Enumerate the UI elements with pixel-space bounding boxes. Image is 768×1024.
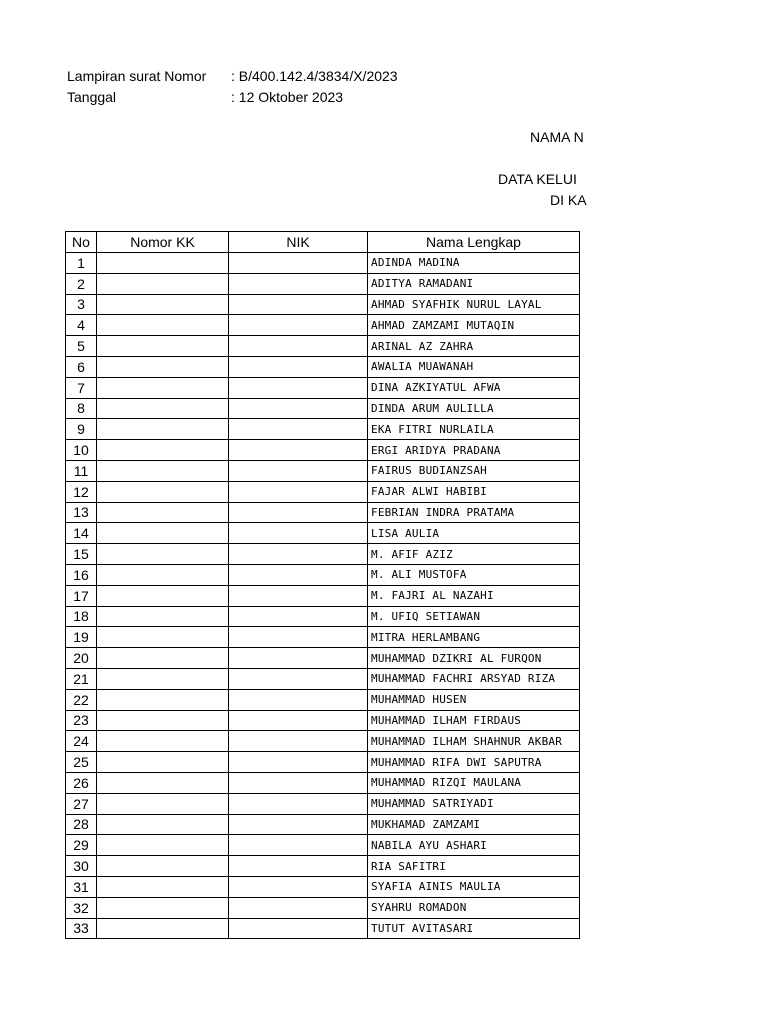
cell-nama-lengkap: MUHAMMAD RIZQI MAULANA [368,772,580,793]
column-header-nik: NIK [229,232,368,253]
cell-no: 12 [66,481,97,502]
cell-nomor-kk [97,564,229,585]
cell-nama-lengkap: MUKHAMAD ZAMZAMI [368,814,580,835]
meta-row-nomor [67,66,398,87]
table-row [66,689,580,710]
cell-nomor-kk [97,523,229,544]
data-table [65,231,580,939]
cell-nama-lengkap: MUHAMMAD ILHAM FIRDAUS [368,710,580,731]
table-row [66,752,580,773]
cell-no: 18 [66,606,97,627]
cell-no: 15 [66,544,97,565]
cell-no: 23 [66,710,97,731]
cell-nama-lengkap: M. FAJRI AL NAZAHI [368,585,580,606]
cell-no: 27 [66,793,97,814]
cell-nik [229,668,368,689]
cell-nomor-kk [97,460,229,481]
cell-nama-lengkap: AHMAD SYAFHIK NURUL LAYAL [368,294,580,315]
cell-nama-lengkap: M. UFIQ SETIAWAN [368,606,580,627]
cell-no: 5 [66,336,97,357]
table-row [66,627,580,648]
column-header-nomor-kk: Nomor KK [97,232,229,253]
cell-nik [229,585,368,606]
table-row [66,668,580,689]
cell-no: 17 [66,585,97,606]
table-row [66,273,580,294]
cell-nama-lengkap: ERGI ARIDYA PRADANA [368,440,580,461]
cell-nik [229,752,368,773]
meta-label-nomor: Lampiran surat Nomor [67,68,207,84]
cell-nomor-kk [97,627,229,648]
cell-nik [229,564,368,585]
cell-nomor-kk [97,668,229,689]
cell-no: 21 [66,668,97,689]
cell-nomor-kk [97,336,229,357]
cell-nama-lengkap: MUHAMMAD RIFA DWI SAPUTRA [368,752,580,773]
table-row [66,564,580,585]
cell-nomor-kk [97,856,229,877]
cell-no: 8 [66,398,97,419]
cell-nik [229,273,368,294]
cell-nama-lengkap: ARINAL AZ ZAHRA [368,336,580,357]
cell-nomor-kk [97,544,229,565]
column-header-no: No [66,232,97,253]
meta-row-tanggal [67,87,398,108]
table-row [66,648,580,669]
cell-no: 20 [66,648,97,669]
cell-nomor-kk [97,793,229,814]
cell-nama-lengkap: MUHAMMAD SATRIYADI [368,793,580,814]
cell-nomor-kk [97,419,229,440]
cell-nik [229,544,368,565]
cell-nama-lengkap: M. AFIF AZIZ [368,544,580,565]
cell-nik [229,627,368,648]
cell-nik [229,502,368,523]
cell-nik [229,440,368,461]
table-row [66,793,580,814]
table-row [66,918,580,939]
table-row [66,377,580,398]
cell-no: 26 [66,772,97,793]
table-row [66,856,580,877]
cell-nomor-kk [97,377,229,398]
cell-no: 6 [66,356,97,377]
cell-nomor-kk [97,356,229,377]
cell-nama-lengkap: MUHAMMAD FACHRI ARSYAD RIZA [368,668,580,689]
cell-nama-lengkap: AWALIA MUAWANAH [368,356,580,377]
table-row [66,315,580,336]
cell-nama-lengkap: FAIRUS BUDIANZSAH [368,460,580,481]
cell-nomor-kk [97,710,229,731]
cell-no: 19 [66,627,97,648]
cell-nama-lengkap: TUTUT AVITASARI [368,918,580,939]
cell-no: 4 [66,315,97,336]
letter-metadata [67,66,398,108]
cell-nomor-kk [97,273,229,294]
cell-no: 24 [66,731,97,752]
cell-no: 2 [66,273,97,294]
cell-nomor-kk [97,897,229,918]
cell-nomor-kk [97,772,229,793]
cell-nama-lengkap: MITRA HERLAMBANG [368,627,580,648]
cell-nomor-kk [97,315,229,336]
cell-nik [229,856,368,877]
cell-nik [229,253,368,274]
cell-nik [229,294,368,315]
cell-no: 9 [66,419,97,440]
table-row [66,585,580,606]
cell-no: 30 [66,856,97,877]
table-row [66,544,580,565]
cell-nama-lengkap: MUHAMMAD DZIKRI AL FURQON [368,648,580,669]
cell-nama-lengkap: DINA AZKIYATUL AFWA [368,377,580,398]
table-header-row [66,232,580,253]
cell-nama-lengkap: MUHAMMAD ILHAM SHAHNUR AKBAR [368,731,580,752]
table-row [66,419,580,440]
cell-nik [229,814,368,835]
cell-no: 33 [66,918,97,939]
table-row [66,356,580,377]
table-row [66,606,580,627]
cell-nik [229,460,368,481]
cell-nomor-kk [97,440,229,461]
cell-nama-lengkap: ADINDA MADINA [368,253,580,274]
cell-no: 28 [66,814,97,835]
cell-no: 31 [66,876,97,897]
cell-nik [229,772,368,793]
cell-nama-lengkap: NABILA AYU ASHARI [368,835,580,856]
cell-nama-lengkap: ADITYA RAMADANI [368,273,580,294]
cell-nomor-kk [97,648,229,669]
cell-nama-lengkap: EKA FITRI NURLAILA [368,419,580,440]
table-row [66,294,580,315]
cell-nik [229,648,368,669]
cell-no: 29 [66,835,97,856]
cell-nik [229,336,368,357]
cell-nomor-kk [97,253,229,274]
table-row [66,523,580,544]
cell-no: 3 [66,294,97,315]
document-heading-1: NAMA N [530,129,584,145]
cell-no: 1 [66,253,97,274]
meta-value-nomor: : B/400.142.4/3834/X/2023 [231,68,398,84]
cell-nomor-kk [97,481,229,502]
cell-no: 14 [66,523,97,544]
cell-nik [229,356,368,377]
cell-nik [229,689,368,710]
cell-nomor-kk [97,918,229,939]
cell-no: 22 [66,689,97,710]
cell-no: 11 [66,460,97,481]
cell-nik [229,897,368,918]
table-row [66,772,580,793]
document-heading-2: DATA KELUI [498,171,577,187]
cell-nomor-kk [97,876,229,897]
cell-nik [229,731,368,752]
table-row [66,876,580,897]
cell-nik [229,835,368,856]
table-row [66,835,580,856]
cell-no: 16 [66,564,97,585]
cell-nama-lengkap: MUHAMMAD HUSEN [368,689,580,710]
table-row [66,710,580,731]
cell-nik [229,481,368,502]
cell-no: 32 [66,897,97,918]
cell-nama-lengkap: FEBRIAN INDRA PRATAMA [368,502,580,523]
cell-nik [229,876,368,897]
cell-nik [229,606,368,627]
cell-nomor-kk [97,398,229,419]
meta-label-tanggal: Tanggal [67,89,117,105]
cell-nik [229,377,368,398]
cell-nomor-kk [97,731,229,752]
cell-nik [229,419,368,440]
table-row [66,253,580,274]
cell-no: 10 [66,440,97,461]
column-header-nama-lengkap: Nama Lengkap [368,232,580,253]
table-row [66,897,580,918]
cell-nama-lengkap: LISA AULIA [368,523,580,544]
table-row [66,481,580,502]
cell-nik [229,710,368,731]
cell-no: 7 [66,377,97,398]
cell-nama-lengkap: SYAFIA AINIS MAULIA [368,876,580,897]
table-row [66,814,580,835]
table-row [66,731,580,752]
table-row [66,336,580,357]
cell-nomor-kk [97,585,229,606]
cell-nomor-kk [97,689,229,710]
document-heading-3: DI KA [550,192,587,208]
cell-nomor-kk [97,294,229,315]
table-body [66,253,580,939]
cell-nomor-kk [97,606,229,627]
cell-nama-lengkap: AHMAD ZAMZAMI MUTAQIN [368,315,580,336]
cell-nama-lengkap: M. ALI MUSTOFA [368,564,580,585]
cell-nama-lengkap: FAJAR ALWI HABIBI [368,481,580,502]
cell-nomor-kk [97,835,229,856]
cell-nama-lengkap: DINDA ARUM AULILLA [368,398,580,419]
cell-nik [229,398,368,419]
cell-nik [229,523,368,544]
cell-no: 13 [66,502,97,523]
cell-nama-lengkap: RIA SAFITRI [368,856,580,877]
cell-nomor-kk [97,752,229,773]
meta-value-tanggal: : 12 Oktober 2023 [231,89,344,105]
table-row [66,440,580,461]
cell-nama-lengkap: SYAHRU ROMADON [368,897,580,918]
cell-nik [229,793,368,814]
table-row [66,502,580,523]
cell-nomor-kk [97,814,229,835]
table-row [66,460,580,481]
cell-nik [229,315,368,336]
cell-no: 25 [66,752,97,773]
cell-nomor-kk [97,502,229,523]
table-row [66,398,580,419]
cell-nik [229,918,368,939]
